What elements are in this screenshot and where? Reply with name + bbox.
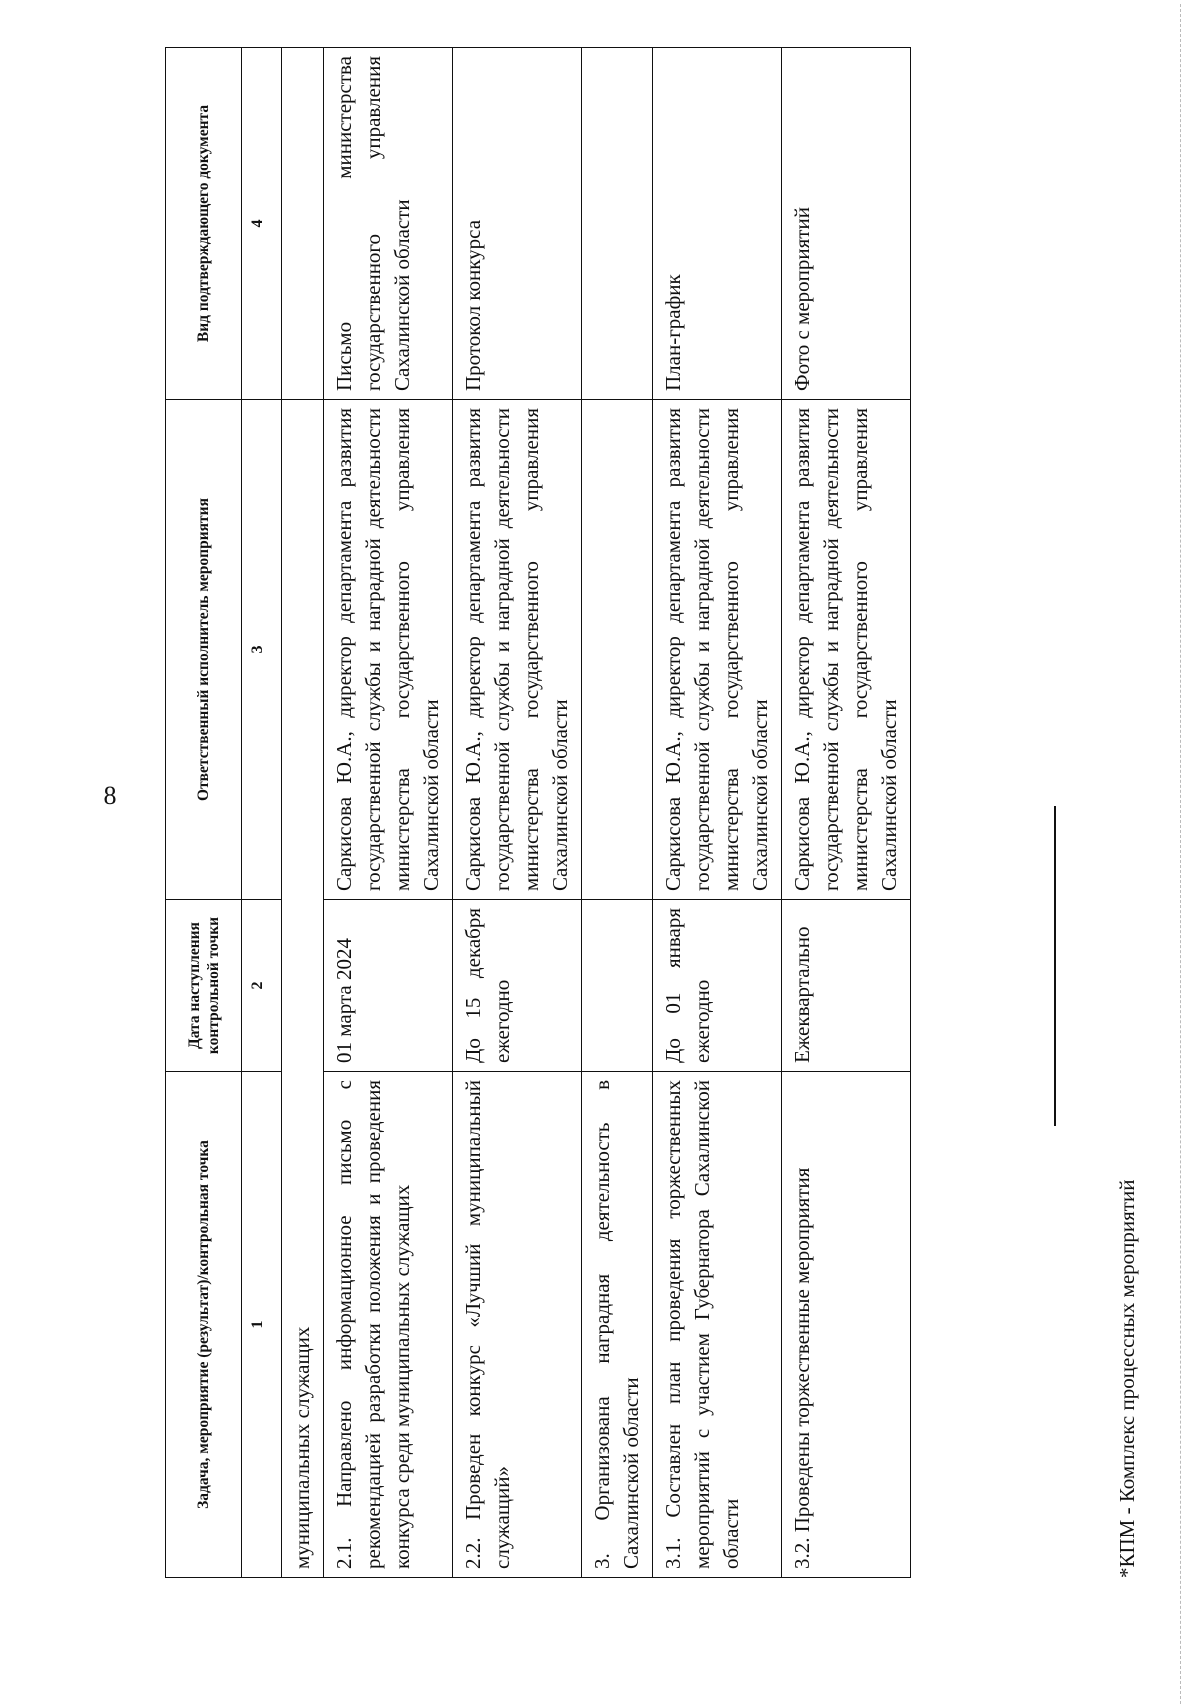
column-number: 4 (242, 48, 282, 400)
table-row (782, 48, 911, 1578)
responsible-cell: Саркисова Ю.А., директор департамента развития государственной службы и наградной деятельности министерства государственного управления Сахалинской области (782, 400, 911, 900)
page-number: 8 (103, 781, 117, 810)
document-cell: Протокол конкурса (453, 48, 582, 400)
footnote: *КПМ - Комплекс процессных мероприятий (1115, 1179, 1139, 1578)
column-number: 2 (242, 900, 282, 1072)
control-points-table (165, 47, 911, 1578)
responsible-cell: Саркисова Ю.А., директор департамента развития государственной службы и наградной деятельности министерства государственного управления Сахалинской области (324, 400, 453, 900)
section-continuation: муниципальных служащих (282, 400, 324, 1578)
scan-edge-line (1180, 4, 1181, 1704)
column-number: 1 (242, 1072, 282, 1578)
responsible-cell: Саркисова Ю.А., директор департамента развития государственной службы и наградной деятельности министерства государственного управления Сахалинской области (453, 400, 582, 900)
date-cell: Ежеквартально (782, 900, 911, 1072)
date-cell: До 01 января ежегодно (653, 900, 782, 1072)
table-row (653, 48, 782, 1578)
column-number-row (242, 48, 282, 1578)
separator-line (1054, 806, 1056, 1126)
table-row (453, 48, 582, 1578)
document-cell: Фото с мероприятий (782, 48, 911, 400)
header-task: Задача, мероприятие (результат)/контрольная точка (166, 1072, 242, 1578)
table-row (324, 48, 453, 1578)
empty-cell (282, 48, 324, 400)
responsible-cell: Саркисова Ю.А., директор департамента развития государственной службы и наградной деятельности министерства государственного управления Сахалинской области (653, 400, 782, 900)
date-cell: До 15 декабря ежегодно (453, 900, 582, 1072)
header-responsible: Ответственный исполнитель мероприятия (166, 400, 242, 900)
column-number: 3 (242, 400, 282, 900)
task-cell: 3.2. Проведены торжественные мероприятия (782, 1072, 911, 1578)
date-cell (582, 900, 653, 1072)
table-row (582, 48, 653, 1578)
document-cell: План-график (653, 48, 782, 400)
task-cell: 3.1. Составлен план проведения торжественных мероприятий с участием Губернатора Сахалинской области (653, 1072, 782, 1578)
section-row (282, 48, 324, 1578)
task-cell: 3. Организована наградная деятельность в Сахалинской области (582, 1072, 653, 1578)
date-cell: 01 марта 2024 (324, 900, 453, 1072)
table-header-row (166, 48, 242, 1578)
task-cell: 2.1. Направлено информационное письмо с рекомендацией разработки положения и проведения конкурса среди муниципальных служащих (324, 1072, 453, 1578)
task-cell: 2.2. Проведен конкурс «Лучший муниципальный служащий» (453, 1072, 582, 1578)
document-cell (582, 48, 653, 400)
document-cell: Письмо министерства государственного управления Сахалинской области (324, 48, 453, 400)
responsible-cell (582, 400, 653, 900)
header-date: Дата наступления контрольной точки (166, 900, 242, 1072)
header-document: Вид подтверждающего документа (166, 48, 242, 400)
